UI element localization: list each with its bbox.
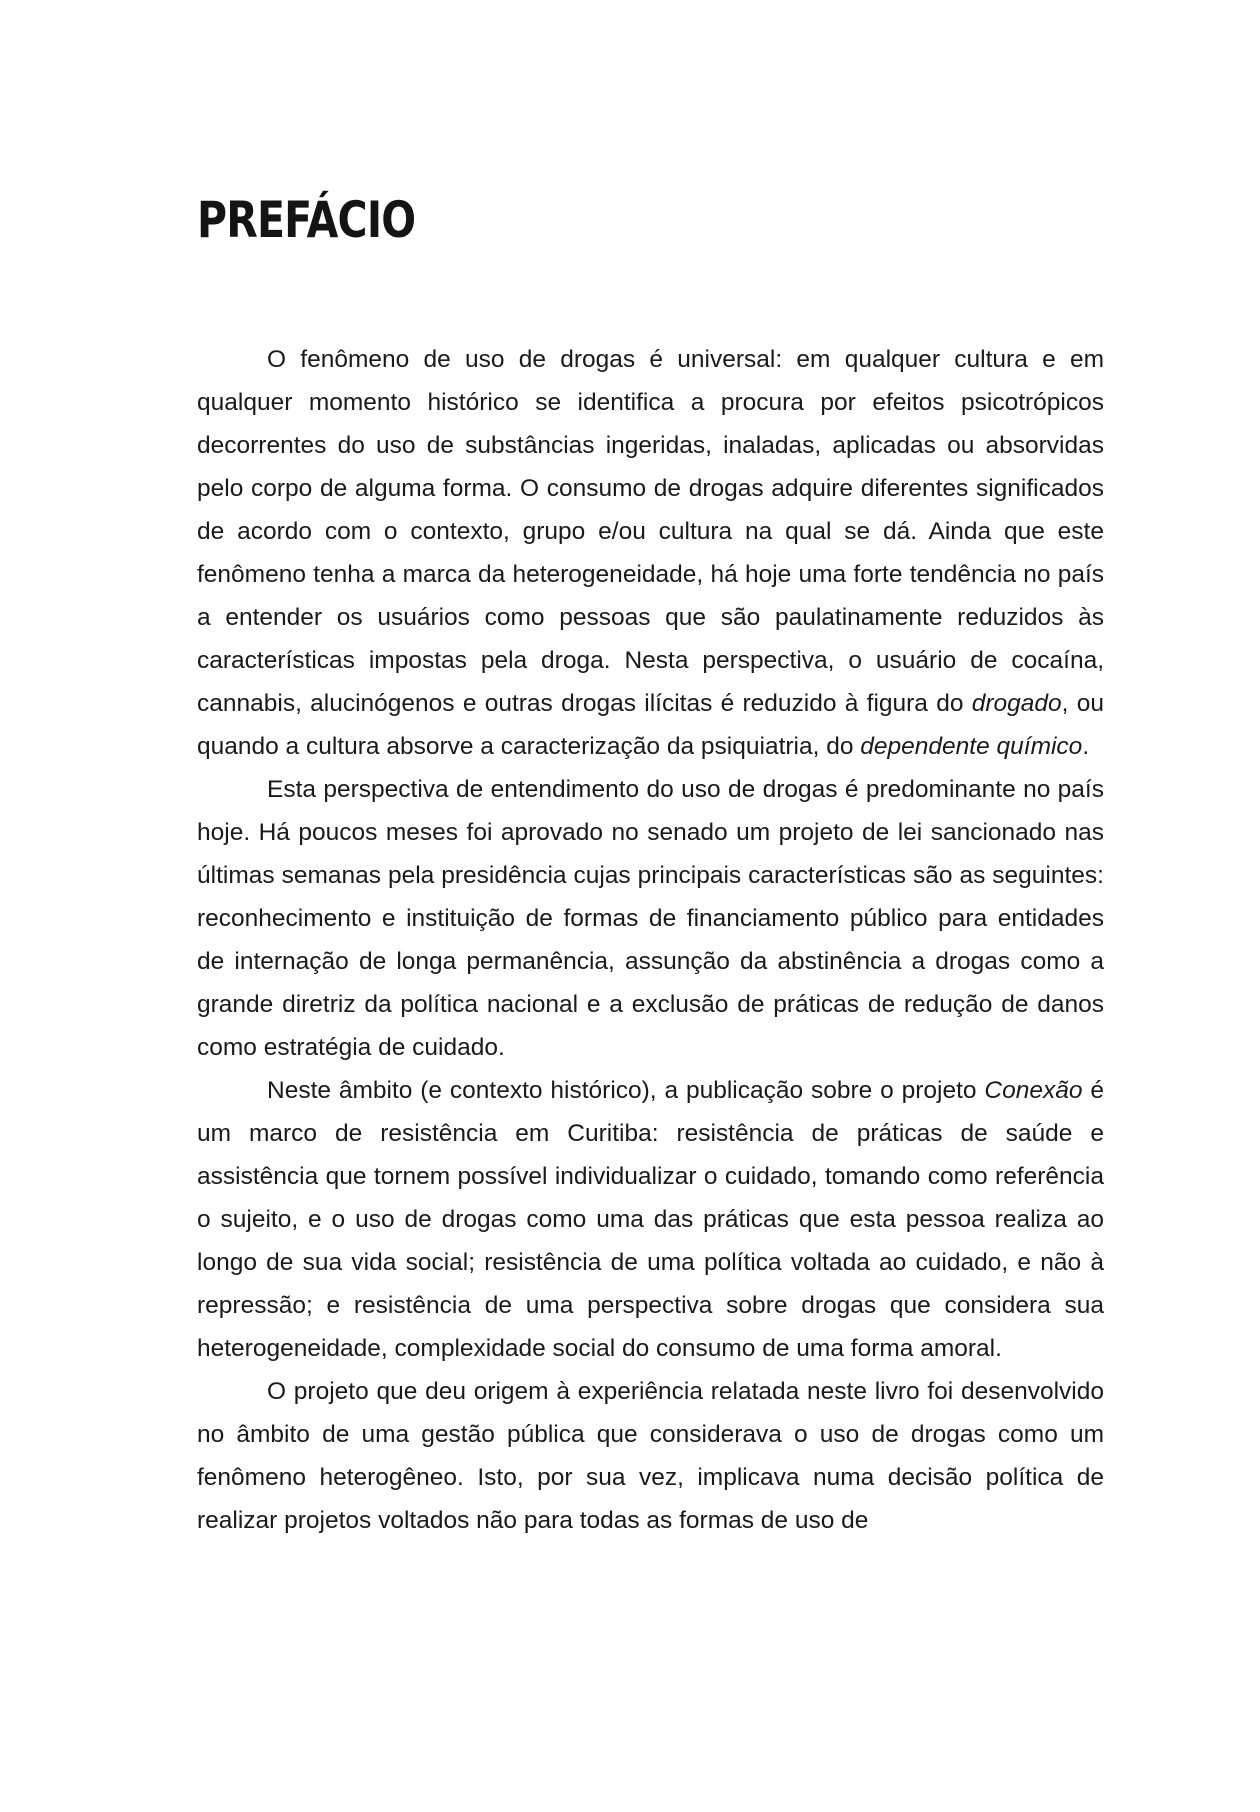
paragraph-4 [197, 1370, 1104, 1542]
paragraph-1 [197, 338, 1104, 768]
italic-term-dependente-quimico: dependente químico [860, 733, 1083, 760]
text-run: Neste âmbito (e contexto histórico), a publicação sobre o projeto [267, 1077, 985, 1104]
text-run: Esta perspectiva de entendimento do uso de drogas é predominante no país hoje. Há poucos meses foi aprovado no senado um projeto de lei sancionado nas últimas semanas pela presidência cujas principais características são as seguintes: reconhecimento e instituição de formas de financiamento público para entidades de internação de longa permanência, assunção da abstinência a drogas como a grande diretriz da política nacional e a exclusão de práticas de redução de danos como estratégia de cuidado. [197, 776, 1104, 1061]
text-run: é um marco de resistência em Curitiba: resistência de práticas de saúde e assistência que tornem possível individualizar o cuidado, tomando como referência o sujeito, e o uso de drogas como uma das práticas que esta pessoa realiza ao longo de sua vida social; resistência de uma política voltada ao cuidado, e não à repressão; e resistência de uma perspectiva sobre drogas que considera sua heterogeneidade, complexidade social do consumo de uma forma amoral. [197, 1077, 1104, 1362]
text-run: . [1082, 733, 1090, 760]
paragraph-3 [197, 1069, 1104, 1370]
text-run: O fenômeno de uso de drogas é universal: em qualquer cultura e em qualquer momento histórico se identifica a procura por efeitos psicotrópicos decorrentes do uso de substâncias ingeridas, inaladas, aplicadas ou absorvidas pelo corpo de alguma forma. O consumo de drogas adquire diferentes significados de acordo com o contexto, grupo e/ou cultura na qual se dá. Ainda que este fenômeno tenha a marca da heterogeneidade, há hoje uma forte tendência no país a entender os usuários como pessoas que são paulatinamente reduzidos às características impostas pela droga. Nesta perspectiva, o usuário de cocaína, cannabis, alucinógenos e outras drogas ilícitas é reduzido à figura do [197, 346, 1104, 717]
italic-term-conexao: Conexão [984, 1077, 1083, 1104]
paragraph-2 [197, 768, 1104, 1069]
text-run: , ou quando a cultura absorve a caracterização da psiquiatria, do [197, 690, 1104, 760]
preface-body [197, 338, 1104, 1542]
italic-term-drogado: drogado [971, 690, 1062, 717]
page-title: PREFÁCIO [197, 191, 416, 249]
text-run: O projeto que deu origem à experiência relatada neste livro foi desenvolvido no âmbito de uma gestão pública que considerava o uso de drogas como um fenômeno heterogêneo. Isto, por sua vez, implicava numa decisão política de realizar projetos voltados não para todas as formas de uso de [197, 1378, 1104, 1534]
